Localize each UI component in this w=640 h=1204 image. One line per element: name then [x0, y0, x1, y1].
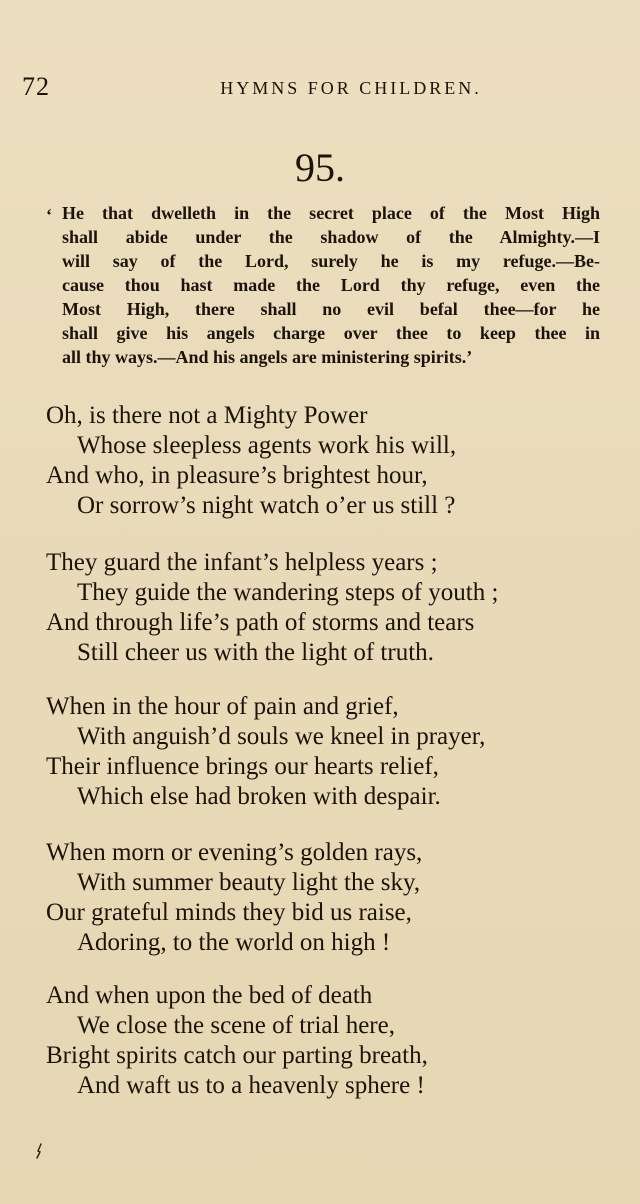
- epigraph-line: shall give his angels charge over thee to keep thee in: [62, 323, 600, 343]
- stanza-1: [46, 401, 606, 521]
- verse-line: And waft us to a heavenly sphere !: [77, 1072, 425, 1099]
- epigraph-open-quote: ‘: [46, 205, 52, 225]
- epigraph-line: shall abide under the shadow of the Almighty.—I: [62, 227, 600, 247]
- verse-line: Oh, is there not a Mighty Power: [46, 402, 368, 429]
- verse-line: Or sorrow’s night watch o’er us still ?: [77, 492, 456, 519]
- verse-line: When in the hour of pain and grief,: [46, 693, 399, 720]
- verse-line: Which else had broken with despair.: [77, 783, 441, 810]
- verse-line: With anguish’d souls we kneel in prayer,: [77, 723, 486, 750]
- verse-line: And through life’s path of storms and tears: [46, 609, 475, 636]
- hymn-number: 95.: [295, 145, 345, 190]
- stanza-3: [46, 692, 606, 812]
- stanza-4: [46, 838, 606, 958]
- verse-line: And who, in pleasure’s brightest hour,: [46, 462, 428, 489]
- verse-line: And when upon the bed of death: [46, 982, 373, 1009]
- verse-line: Our grateful minds they bid us raise,: [46, 899, 412, 926]
- ink-blemish-mark: [34, 1142, 44, 1160]
- verse-line: Their influence brings our hearts relief,: [46, 753, 439, 780]
- epigraph-line: will say of the Lord, surely he is my refuge.—Be-: [62, 251, 600, 271]
- epigraph-line: Most High, there shall no evil befal thee—for he: [62, 299, 600, 319]
- running-head-title: HYMNS FOR CHILDREN.: [220, 78, 482, 98]
- epigraph-line: He that dwelleth in the secret place of the Most High: [62, 203, 600, 223]
- verse-line: Whose sleepless agents work his will,: [77, 432, 457, 459]
- verse-line: We close the scene of trial here,: [77, 1012, 395, 1039]
- page-number: 72: [22, 72, 50, 101]
- epigraph-line: all thy ways.—And his angels are ministering spirits.’: [62, 347, 473, 367]
- epigraph-line: cause thou hast made the Lord thy refuge, even the: [62, 275, 600, 295]
- stanza-5: [46, 981, 606, 1101]
- verse-line: When morn or evening’s golden rays,: [46, 839, 423, 866]
- scripture-epigraph: [46, 201, 600, 369]
- verse-line: With summer beauty light the sky,: [77, 869, 421, 896]
- stanza-2: [46, 548, 606, 668]
- verse-line: Still cheer us with the light of truth.: [77, 639, 434, 666]
- verse-line: They guide the wandering steps of youth ;: [77, 579, 499, 606]
- verse-line: Bright spirits catch our parting breath,: [46, 1042, 428, 1069]
- verse-line: Adoring, to the world on high !: [77, 929, 391, 956]
- verse-line: They guard the infant’s helpless years ;: [46, 549, 438, 576]
